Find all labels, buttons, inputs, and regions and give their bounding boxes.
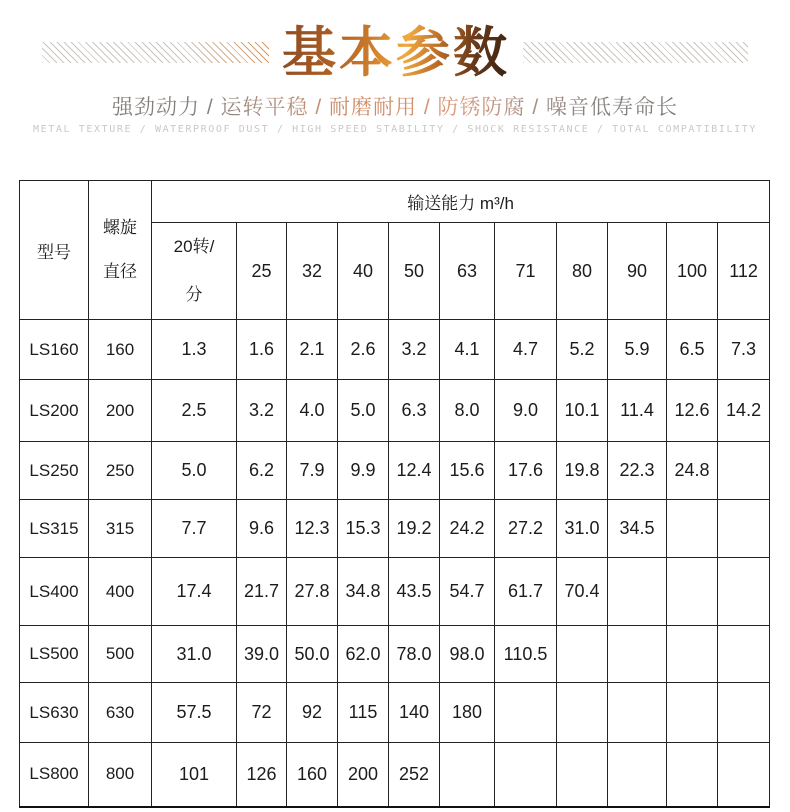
- col-header-speed-50: 50: [389, 223, 440, 320]
- cell-capacity: [667, 626, 718, 683]
- cell-capacity: [557, 683, 608, 743]
- col-header-rpm20: 20转/ 分: [152, 223, 237, 320]
- cell-capacity: 252: [389, 743, 440, 807]
- cell-capacity: [718, 500, 770, 558]
- table-row: [20, 743, 770, 807]
- col-header-speed-90: 90: [608, 223, 667, 320]
- cell-capacity: [667, 500, 718, 558]
- table-row: [20, 683, 770, 743]
- col-header-diameter: 螺旋 直径: [89, 181, 152, 320]
- cell-capacity: 7.3: [718, 320, 770, 380]
- cell-capacity: 9.6: [237, 500, 287, 558]
- table-row: [20, 320, 770, 380]
- cell-diameter: 630: [89, 683, 152, 743]
- table-row: [20, 500, 770, 558]
- cell-rpm20: 5.0: [152, 442, 237, 500]
- cell-capacity: 22.3: [608, 442, 667, 500]
- subtitle: [0, 91, 790, 121]
- cell-capacity: 160: [287, 743, 338, 807]
- table-row: [20, 558, 770, 626]
- cell-capacity: 62.0: [338, 626, 389, 683]
- cell-capacity: 6.5: [667, 320, 718, 380]
- col-header-speed-112: 112: [718, 223, 770, 320]
- cell-capacity: 24.2: [440, 500, 495, 558]
- cell-capacity: 70.4: [557, 558, 608, 626]
- cell-capacity: 140: [389, 683, 440, 743]
- cell-capacity: 15.6: [440, 442, 495, 500]
- cell-capacity: [557, 743, 608, 807]
- cell-capacity: 110.5: [495, 626, 557, 683]
- cell-model: LS630: [20, 683, 89, 743]
- cell-capacity: 3.2: [237, 380, 287, 442]
- col-header-speed-32: 32: [287, 223, 338, 320]
- cell-capacity: 126: [237, 743, 287, 807]
- cell-capacity: 92: [287, 683, 338, 743]
- cell-capacity: [718, 743, 770, 807]
- cell-capacity: 12.6: [667, 380, 718, 442]
- cell-capacity: 34.5: [608, 500, 667, 558]
- table-row: [20, 442, 770, 500]
- cell-model: LS800: [20, 743, 89, 807]
- cell-capacity: [608, 626, 667, 683]
- cell-capacity: [608, 743, 667, 807]
- cell-capacity: 50.0: [287, 626, 338, 683]
- cell-capacity: 2.1: [287, 320, 338, 380]
- cell-capacity: 39.0: [237, 626, 287, 683]
- col-header-speed-25: 25: [237, 223, 287, 320]
- cell-rpm20: 1.3: [152, 320, 237, 380]
- table-row: [20, 626, 770, 683]
- cell-capacity: [667, 743, 718, 807]
- cell-diameter: 250: [89, 442, 152, 500]
- cell-capacity: [495, 743, 557, 807]
- cell-capacity: 34.8: [338, 558, 389, 626]
- col-header-speed-63: 63: [440, 223, 495, 320]
- cell-capacity: 14.2: [718, 380, 770, 442]
- cell-capacity: [718, 626, 770, 683]
- title-row: [0, 20, 790, 84]
- cell-capacity: 31.0: [557, 500, 608, 558]
- cell-capacity: 17.6: [495, 442, 557, 500]
- table-row: [20, 380, 770, 442]
- cell-capacity: [718, 683, 770, 743]
- col-header-speed-80: 80: [557, 223, 608, 320]
- cell-capacity: 19.8: [557, 442, 608, 500]
- tagline-en: METAL TEXTURE / WATERPROOF DUST / HIGH SPEED STABILITY / SHOCK RESISTANCE / TOTAL COMPATIBILITY: [33, 124, 757, 135]
- hatch-decoration-right: [523, 42, 748, 63]
- cell-model: LS315: [20, 500, 89, 558]
- cell-diameter: 160: [89, 320, 152, 380]
- cell-rpm20: 101: [152, 743, 237, 807]
- cell-capacity: 4.1: [440, 320, 495, 380]
- cell-capacity: 98.0: [440, 626, 495, 683]
- cell-capacity: 19.2: [389, 500, 440, 558]
- cell-rpm20: 2.5: [152, 380, 237, 442]
- col-header-model: 型号: [20, 181, 89, 320]
- cell-capacity: 2.6: [338, 320, 389, 380]
- cell-capacity: 115: [338, 683, 389, 743]
- cell-rpm20: 31.0: [152, 626, 237, 683]
- cell-rpm20: 17.4: [152, 558, 237, 626]
- cell-capacity: 1.6: [237, 320, 287, 380]
- cell-model: LS160: [20, 320, 89, 380]
- cell-capacity: [718, 442, 770, 500]
- cell-rpm20: 7.7: [152, 500, 237, 558]
- cell-model: LS500: [20, 626, 89, 683]
- cell-capacity: 54.7: [440, 558, 495, 626]
- cell-capacity: 9.9: [338, 442, 389, 500]
- cell-capacity: 6.2: [237, 442, 287, 500]
- cell-diameter: 315: [89, 500, 152, 558]
- cell-capacity: 5.9: [608, 320, 667, 380]
- col-header-speed-71: 71: [495, 223, 557, 320]
- cell-capacity: [608, 683, 667, 743]
- cell-diameter: 800: [89, 743, 152, 807]
- cell-model: LS250: [20, 442, 89, 500]
- cell-capacity: [557, 626, 608, 683]
- col-header-speed-40: 40: [338, 223, 389, 320]
- cell-capacity: [718, 558, 770, 626]
- cell-capacity: 9.0: [495, 380, 557, 442]
- cell-capacity: 72: [237, 683, 287, 743]
- cell-capacity: 21.7: [237, 558, 287, 626]
- cell-capacity: 12.4: [389, 442, 440, 500]
- cell-capacity: 180: [440, 683, 495, 743]
- cell-capacity: 61.7: [495, 558, 557, 626]
- cell-capacity: 200: [338, 743, 389, 807]
- cell-capacity: 4.0: [287, 380, 338, 442]
- cell-capacity: 15.3: [338, 500, 389, 558]
- cell-capacity: 10.1: [557, 380, 608, 442]
- cell-capacity: 27.8: [287, 558, 338, 626]
- cell-capacity: 24.8: [667, 442, 718, 500]
- subtitle-text: 强劲动力 / 运转平稳 / 耐磨耐用 / 防锈防腐 / 噪音低寿命长: [111, 96, 678, 119]
- cell-capacity: [495, 683, 557, 743]
- cell-capacity: 11.4: [608, 380, 667, 442]
- cell-capacity: 27.2: [495, 500, 557, 558]
- cell-capacity: [667, 683, 718, 743]
- cell-capacity: 8.0: [440, 380, 495, 442]
- cell-capacity: 12.3: [287, 500, 338, 558]
- spec-table: [19, 180, 770, 808]
- cell-model: LS400: [20, 558, 89, 626]
- cell-capacity: 78.0: [389, 626, 440, 683]
- cell-capacity: 5.2: [557, 320, 608, 380]
- page-title: 基本参数: [282, 20, 510, 84]
- cell-diameter: 400: [89, 558, 152, 626]
- cell-capacity: 3.2: [389, 320, 440, 380]
- cell-capacity: [667, 558, 718, 626]
- col-header-speed-100: 100: [667, 223, 718, 320]
- col-header-capacity: 输送能力 m³/h: [152, 181, 770, 223]
- cell-rpm20: 57.5: [152, 683, 237, 743]
- hatch-decoration-left: [42, 42, 269, 63]
- cell-model: LS200: [20, 380, 89, 442]
- cell-diameter: 500: [89, 626, 152, 683]
- cell-capacity: [440, 743, 495, 807]
- cell-capacity: 5.0: [338, 380, 389, 442]
- cell-capacity: 6.3: [389, 380, 440, 442]
- cell-capacity: 7.9: [287, 442, 338, 500]
- cell-capacity: 43.5: [389, 558, 440, 626]
- cell-diameter: 200: [89, 380, 152, 442]
- cell-capacity: [608, 558, 667, 626]
- cell-capacity: 4.7: [495, 320, 557, 380]
